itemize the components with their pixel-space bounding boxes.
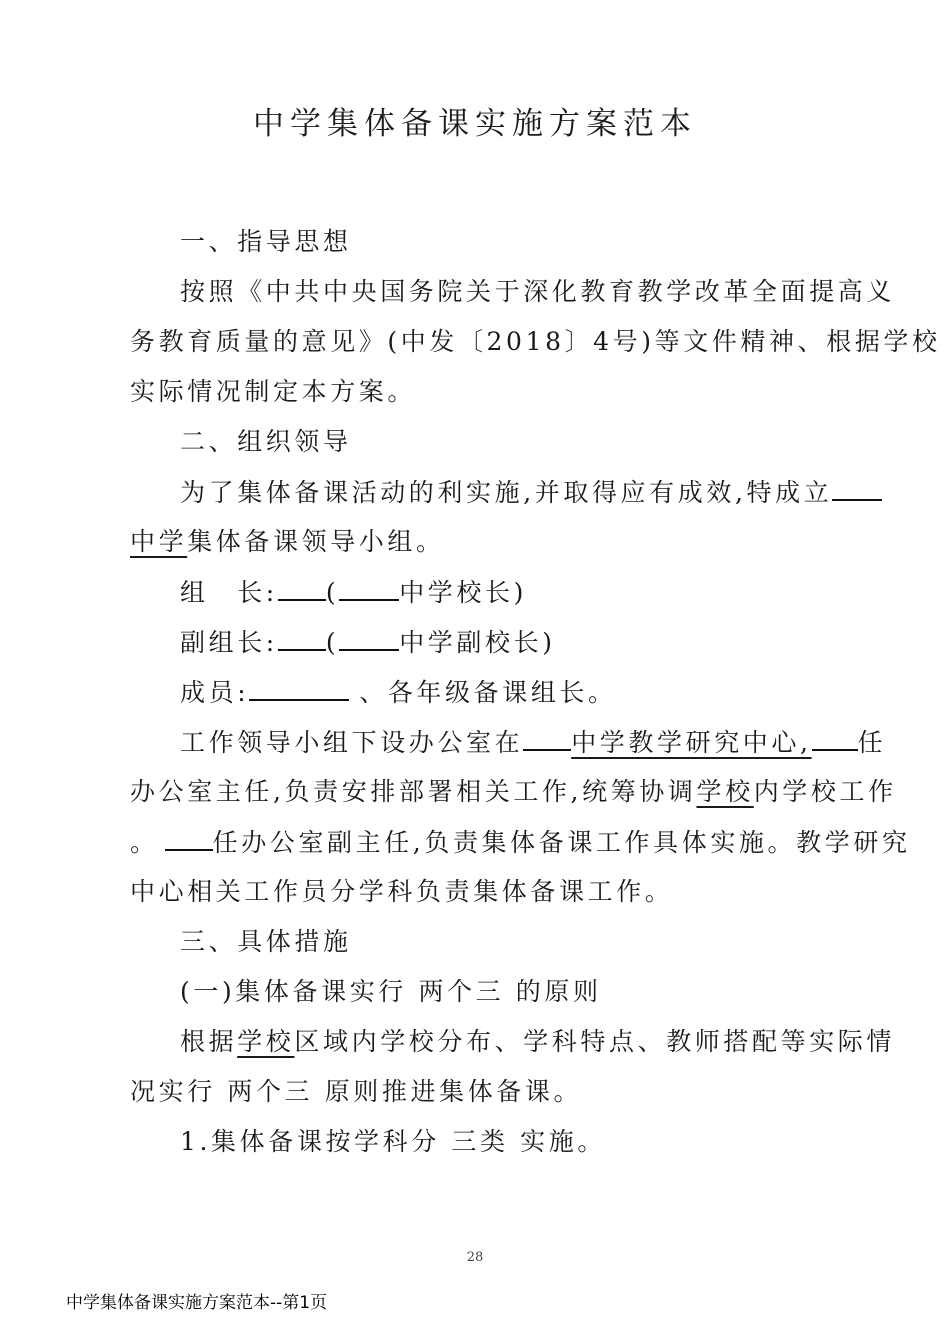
deputy-school-blank — [339, 627, 399, 651]
leader-label: 组 长: — [180, 578, 278, 607]
office-line2 — [130, 777, 897, 807]
leader-name-blank — [278, 577, 326, 601]
paragraph1-line1: 按照《中共中央国务院关于深化教育教学改革全面提高义 — [180, 277, 896, 306]
office-line1-b: 中学教学研究中心, — [571, 728, 812, 757]
paragraph3-line1 — [180, 1027, 895, 1057]
deputy-label: 副组长: — [180, 628, 278, 657]
paragraph1-line3: 实际情况制定本方案。 — [130, 377, 417, 406]
paragraph3-underlined: 学校 — [237, 1027, 295, 1056]
underlined-school-name: 中学 — [130, 527, 188, 556]
members-label: 成员: — [180, 678, 250, 707]
paragraph3-line2: 况实行 两个三 原则推进集体备课。 — [130, 1077, 583, 1106]
office-line3 — [130, 827, 911, 858]
subsection1-heading: (一)集体备课实行 两个三 的原则 — [180, 977, 602, 1006]
leader-school-blank — [339, 577, 399, 601]
office-line2-b: 内学校工作 — [753, 777, 897, 806]
office-line1-c: 任 — [857, 728, 887, 757]
office-director-blank — [812, 727, 858, 751]
office-line1-a: 工作领导小组下设办公室在 — [180, 728, 524, 757]
paragraph2-line1 — [180, 477, 882, 508]
paragraph3-line1-a: 根据 — [180, 1027, 238, 1056]
office-line1 — [180, 727, 886, 758]
paragraph3-line1-b: 区域内学校分布、学科特点、教师搭配等实际情 — [294, 1027, 896, 1056]
office-line4: 中心相关工作员分学科负责集体备课工作。 — [130, 877, 674, 906]
section1-heading: 一、指导思想 — [180, 227, 352, 256]
section2-heading: 二、组织领导 — [180, 427, 352, 456]
paragraph2-text: 为了集体备课活动的利实施,并取得应有成效,特成立 — [180, 478, 833, 507]
leader-paren: ( — [325, 578, 340, 607]
members-suffix: 、各年级备课组长。 — [359, 678, 617, 707]
deputy-line — [180, 627, 556, 658]
paragraph1-line2: 务教育质量的意见》(中发〔2018〕4号)等文件精神、根据学校 — [130, 327, 941, 356]
document-title: 中学集体备课实施方案范本 — [253, 106, 697, 142]
section3-heading: 三、具体措施 — [180, 927, 352, 956]
office-line2-underlined: 学校 — [696, 777, 754, 806]
leader-line — [180, 577, 527, 608]
deputy-suffix: 中学副校长) — [399, 628, 556, 657]
list-item-1: 1.集体备课按学科分 三类 实施。 — [180, 1127, 606, 1156]
blank-underline — [832, 477, 882, 501]
office-line3-a: 。 — [130, 828, 159, 857]
page-number: 28 — [466, 1250, 484, 1265]
members-blank — [249, 677, 349, 701]
deputy-name-blank — [278, 627, 326, 651]
paragraph2-line2-text: 集体备课领导小组。 — [187, 527, 445, 556]
office-line2-a: 办公室主任,负责安排部署相关工作,统筹协调 — [130, 777, 697, 806]
deputy-paren: ( — [325, 628, 340, 657]
page-footer: 中学集体备课实施方案范本--第1页 — [66, 1293, 328, 1313]
office-school-blank — [523, 727, 571, 751]
office-line3-b: 任办公室副主任,负责集体备课工作具体实施。教学研究 — [212, 828, 911, 857]
members-line — [180, 677, 617, 708]
office-deputy-blank — [165, 827, 213, 851]
leader-suffix: 中学校长) — [399, 578, 527, 607]
paragraph2-line2 — [130, 527, 445, 557]
